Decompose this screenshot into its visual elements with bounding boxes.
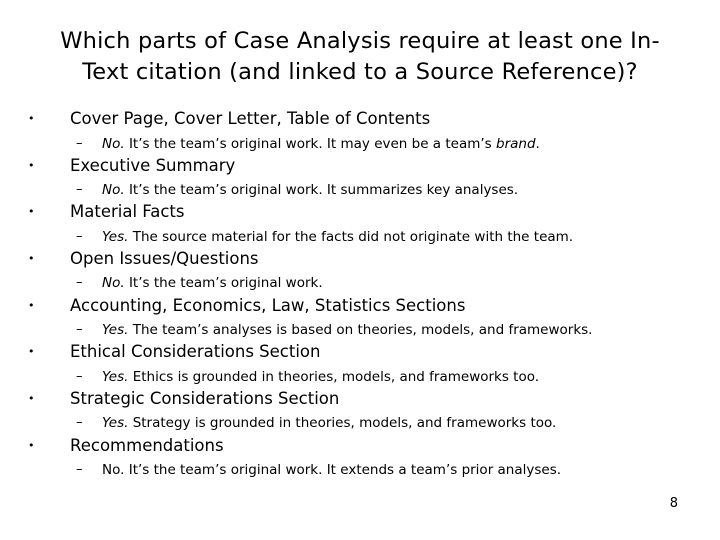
item-label: Material Facts [70,202,185,221]
dash-icon: – [76,229,83,244]
detail: It’s the team’s original work. It summarizes key analyses. [124,182,519,198]
bullet-icon: • [28,392,35,405]
verdict: No. [102,275,125,291]
detail-emphasis: brand [496,136,536,152]
dash-icon: – [76,136,83,151]
bullet-icon: • [28,205,35,218]
detail: The team’s analyses is based on theories, models, and frameworks. [128,322,593,338]
verdict: Yes. [102,229,129,245]
verdict: Yes. [102,369,129,385]
bullet-icon: • [28,299,35,312]
sub-item-text [102,321,592,339]
item-label: Ethical Considerations Section [70,342,321,361]
slide-title: Which parts of Case Analysis require at least one In-Text citation (and linked to a Source Reference)? [60,28,660,85]
bullet-icon: • [28,252,35,265]
dash-icon: – [76,322,83,337]
item-label: Open Issues/Questions [70,249,259,268]
verdict: Yes. [102,322,129,338]
dash-icon: – [76,182,83,197]
sub-item-text [102,228,573,246]
item-label: Recommendations [70,436,224,455]
bullet-icon: • [28,112,35,125]
page-number: 8 [669,496,678,511]
detail: The source material for the facts did not originate with the team. [128,229,574,245]
sub-item-text [102,368,539,386]
dash-icon: – [76,415,83,430]
item-label: Executive Summary [70,156,236,175]
detail: It’s the team’s original work. [124,275,323,291]
dash-icon: – [76,462,83,477]
verdict: Yes. [102,415,129,431]
detail: Strategy is grounded in theories, models, and frameworks too. [128,415,557,431]
bullet-icon: • [28,439,35,452]
sub-item-text [102,181,518,199]
detail: Ethics is grounded in theories, models, and frameworks too. [128,369,540,385]
bullet-icon: • [28,345,35,358]
verdict: No. [102,462,125,478]
sub-item-text [102,414,556,432]
detail: It’s the team’s original work. It may even be a team’s [124,136,497,152]
detail-end: . [535,136,540,152]
sub-item-text [102,135,540,153]
item-label: Accounting, Economics, Law, Statistics Sections [70,296,466,315]
verdict: No. [102,182,125,198]
verdict: No. [102,136,125,152]
dash-icon: – [76,369,83,384]
detail: It’s the team’s original work. It extends a team’s prior analyses. [124,462,562,478]
sub-item-text [102,461,561,479]
sub-item-text [102,274,323,292]
dash-icon: – [76,275,83,290]
item-label: Cover Page, Cover Letter, Table of Contents [70,109,431,128]
bullet-icon: • [28,159,35,172]
item-label: Strategic Considerations Section [70,389,340,408]
